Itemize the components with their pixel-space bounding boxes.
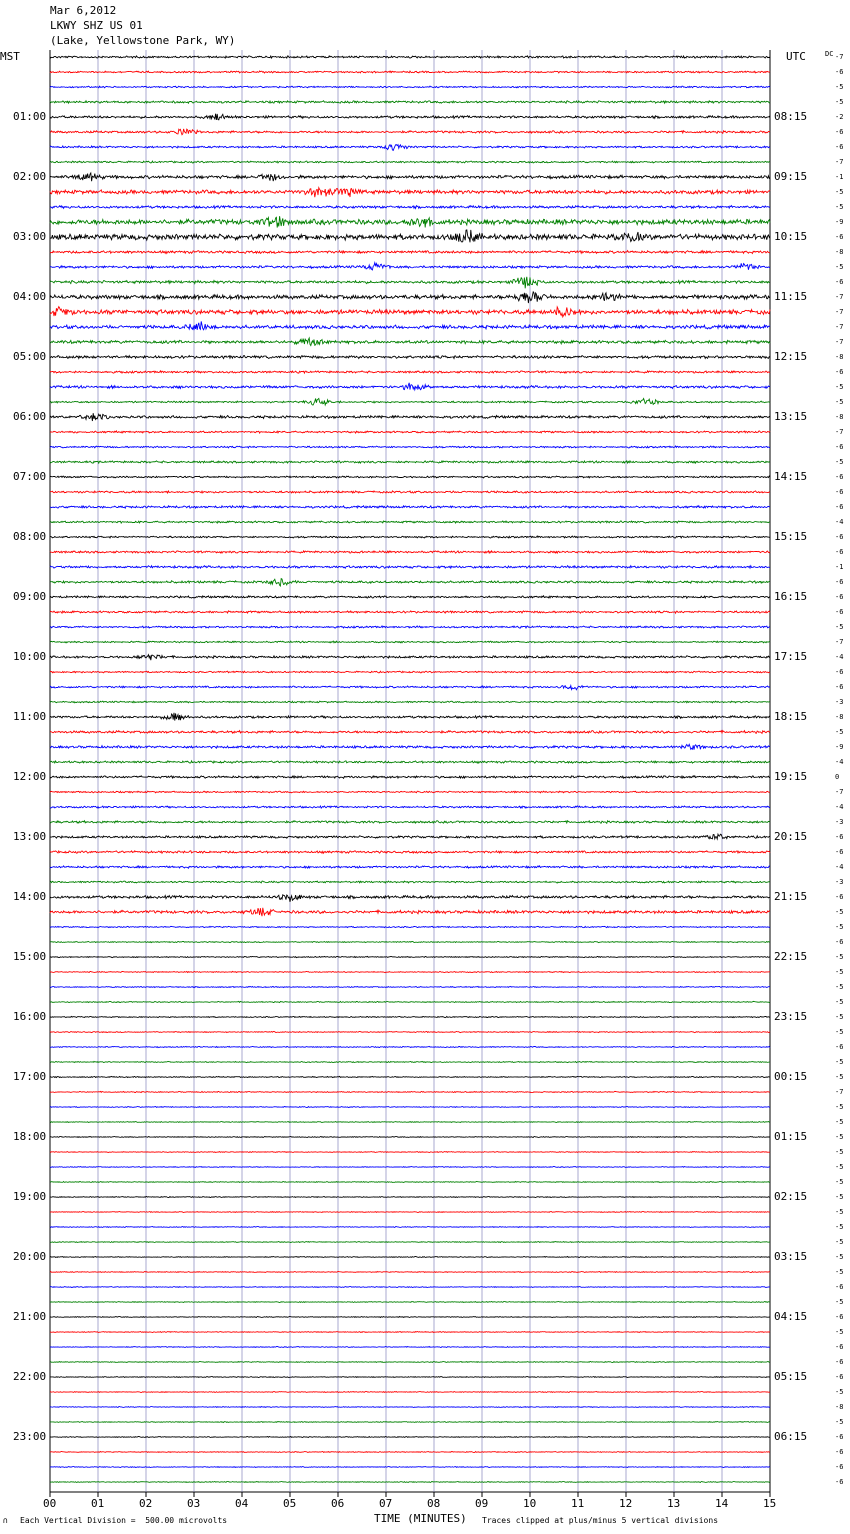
seismic-trace <box>50 506 770 509</box>
seismic-trace <box>50 713 770 721</box>
dc-offset-label: -6 <box>835 143 844 151</box>
dc-offset-label: -5 <box>835 1013 844 1021</box>
seismic-trace <box>50 1302 770 1303</box>
right-timezone-label: UTC <box>786 50 806 63</box>
dc-offset-label: -6 <box>835 1478 844 1486</box>
seismic-trace <box>50 866 770 868</box>
dc-offset-label: -6 <box>835 278 844 286</box>
right-hour-label: 01:15 <box>774 1130 808 1143</box>
dc-offset-label: -6 <box>835 848 844 856</box>
dc-offset-label: -8 <box>835 248 844 256</box>
dc-offset-label: -5 <box>835 1328 844 1336</box>
dc-offset-label: -4 <box>835 803 844 811</box>
seismic-trace <box>50 446 770 448</box>
seismic-trace <box>50 536 770 538</box>
seismic-trace <box>50 626 770 628</box>
seismic-trace <box>50 476 770 478</box>
right-hour-label: 19:15 <box>774 770 808 783</box>
left-hour-label: 13:00 <box>13 830 47 843</box>
seismic-trace <box>50 56 770 58</box>
header-station: LKWY SHZ US 01 <box>50 19 143 32</box>
seismic-trace <box>50 776 770 779</box>
dc-offset-label: -6 <box>835 503 844 511</box>
seismic-trace <box>50 926 770 927</box>
x-axis-label: TIME (MINUTES) <box>374 1512 467 1525</box>
seismic-trace <box>50 251 770 254</box>
dc-offset-label: -6 <box>835 608 844 616</box>
dc-offset-label: -6 <box>835 488 844 496</box>
seismic-trace <box>50 321 770 330</box>
seismic-trace <box>50 129 770 135</box>
dc-offset-label: -5 <box>835 983 844 991</box>
seismic-trace <box>50 1287 770 1288</box>
seismic-trace <box>50 1212 770 1213</box>
left-hour-label: 05:00 <box>13 350 47 363</box>
seismic-trace <box>50 1482 770 1483</box>
dc-offset-label: -7 <box>835 338 844 346</box>
x-tick-label: 07 <box>379 1497 393 1510</box>
dc-offset-label: -6 <box>835 1043 844 1051</box>
left-hour-label: 22:00 <box>13 1370 47 1383</box>
seismic-trace <box>50 744 770 749</box>
dc-offset-label: -6 <box>835 368 844 376</box>
seismic-trace <box>50 611 770 613</box>
right-hour-label: 08:15 <box>774 110 808 123</box>
seismic-trace <box>50 307 770 317</box>
dc-offset-label: -6 <box>835 128 844 136</box>
dc-offset-label: -6 <box>835 938 844 946</box>
seismic-trace <box>50 806 770 808</box>
left-hour-label: 11:00 <box>13 710 47 723</box>
seismic-trace <box>50 86 770 88</box>
seismic-trace <box>50 1392 770 1393</box>
left-timezone-label: MST <box>0 50 20 63</box>
seismic-trace <box>50 791 770 793</box>
right-hour-label: 21:15 <box>774 890 808 903</box>
seismic-trace <box>50 206 770 209</box>
dc-offset-label: -7 <box>835 308 844 316</box>
header-location: (Lake, Yellowstone Park, WY) <box>50 34 236 47</box>
left-hour-label: 12:00 <box>13 770 47 783</box>
dc-offset-label: -7 <box>835 53 844 61</box>
seismic-trace <box>50 971 770 972</box>
dc-offset-label: -7 <box>835 788 844 796</box>
right-hour-label: 04:15 <box>774 1310 808 1323</box>
seismic-trace <box>50 834 770 839</box>
dc-offset-label: -5 <box>835 1163 844 1171</box>
dc-offset-label: -5 <box>835 1058 844 1066</box>
right-hour-label: 15:15 <box>774 530 808 543</box>
dc-offset-label: -5 <box>835 1223 844 1231</box>
seismic-trace <box>50 399 770 405</box>
right-hour-label: 13:15 <box>774 410 808 423</box>
seismic-trace <box>50 371 770 373</box>
seismic-trace <box>50 1091 770 1092</box>
dc-offset-label: -7 <box>835 323 844 331</box>
dc-offset-label: -5 <box>835 1268 844 1276</box>
seismic-trace <box>50 851 770 853</box>
left-hour-label: 14:00 <box>13 890 47 903</box>
left-hour-label: 08:00 <box>13 530 47 543</box>
dc-offset-label: -1 <box>835 563 844 571</box>
right-hour-label: 05:15 <box>774 1370 808 1383</box>
dc-offset-label: -6 <box>835 893 844 901</box>
dc-offset-label: 0 <box>835 773 840 781</box>
dc-offset-label: -5 <box>835 458 844 466</box>
dc-offset-label: -3 <box>835 818 844 826</box>
seismic-trace <box>50 566 770 569</box>
seismic-trace <box>50 1152 770 1153</box>
left-hour-label: 21:00 <box>13 1310 47 1323</box>
x-tick-label: 04 <box>235 1497 249 1510</box>
right-hour-label: 22:15 <box>774 950 808 963</box>
seismic-trace <box>50 1242 770 1243</box>
seismic-trace <box>50 1437 770 1438</box>
dc-offset-label: -5 <box>835 398 844 406</box>
seismic-trace <box>50 1016 770 1017</box>
dc-offset-label: -6 <box>835 1313 844 1321</box>
dc-offset-label: -3 <box>835 878 844 886</box>
dc-offset-label: -4 <box>835 758 844 766</box>
seismic-trace <box>50 338 770 346</box>
x-tick-label: 09 <box>475 1497 489 1510</box>
dc-offset-label: -5 <box>835 953 844 961</box>
dc-offset-label: -6 <box>835 578 844 586</box>
left-hour-label: 18:00 <box>13 1130 47 1143</box>
dc-offset-label: -6 <box>835 668 844 676</box>
seismic-trace <box>50 986 770 987</box>
dc-offset-label: -6 <box>835 443 844 451</box>
seismic-trace <box>50 521 770 523</box>
dc-offset-label: -8 <box>835 713 844 721</box>
left-hour-label: 20:00 <box>13 1250 47 1263</box>
seismic-trace <box>50 761 770 763</box>
dc-offset-label: -8 <box>835 1403 844 1411</box>
x-tick-label: 06 <box>331 1497 345 1510</box>
dc-offset-label: -4 <box>835 518 844 526</box>
dc-offset-label: -6 <box>835 1358 844 1366</box>
seismic-trace <box>50 1122 770 1123</box>
right-hour-label: 03:15 <box>774 1250 808 1263</box>
seismic-trace <box>50 1347 770 1348</box>
seismic-trace <box>50 216 770 227</box>
seismic-trace <box>50 413 770 421</box>
x-tick-label: 14 <box>715 1497 729 1510</box>
seismic-trace <box>50 671 770 673</box>
left-hour-label: 03:00 <box>13 230 47 243</box>
seismic-trace <box>50 1001 770 1002</box>
dc-offset-label: -5 <box>835 728 844 736</box>
x-tick-label: 10 <box>523 1497 537 1510</box>
seismic-trace <box>50 1452 770 1453</box>
right-hour-label: 12:15 <box>774 350 808 363</box>
x-tick-label: 05 <box>283 1497 297 1510</box>
seismic-trace <box>50 1046 770 1047</box>
dc-offset-label: -8 <box>835 353 844 361</box>
seismic-trace <box>50 292 770 303</box>
seismic-trace <box>50 431 770 433</box>
dc-offset-label: -6 <box>835 593 844 601</box>
dc-offset-label: -5 <box>835 623 844 631</box>
dc-offset-label: -5 <box>835 1418 844 1426</box>
dc-label: DC <box>825 50 834 58</box>
seismic-trace <box>50 1272 770 1273</box>
dc-offset-label: -5 <box>835 83 844 91</box>
seismic-trace <box>50 881 770 883</box>
dc-offset-label: -5 <box>835 1073 844 1081</box>
left-hour-label: 19:00 <box>13 1190 47 1203</box>
dc-offset-label: -6 <box>835 833 844 841</box>
dc-offset-label: -5 <box>835 1238 844 1246</box>
seismic-trace <box>50 1107 770 1108</box>
seismic-trace <box>50 1076 770 1077</box>
seismic-trace <box>50 956 770 957</box>
left-hour-label: 01:00 <box>13 110 47 123</box>
left-hour-label: 23:00 <box>13 1430 47 1443</box>
dc-offset-label: -5 <box>835 1193 844 1201</box>
seismic-trace <box>50 942 770 943</box>
right-hour-label: 10:15 <box>774 230 808 243</box>
dc-offset-label: -9 <box>835 743 844 751</box>
dc-offset-label: -7 <box>835 428 844 436</box>
right-hour-label: 17:15 <box>774 650 808 663</box>
seismic-trace <box>50 161 770 163</box>
dc-offset-label: -6 <box>835 683 844 691</box>
dc-offset-label: -5 <box>835 1028 844 1036</box>
seismic-trace <box>50 1362 770 1363</box>
dc-offset-label: -6 <box>835 548 844 556</box>
left-hour-label: 06:00 <box>13 410 47 423</box>
seismic-trace <box>50 596 770 598</box>
dc-offset-label: -6 <box>835 473 844 481</box>
dc-offset-label: -6 <box>835 1373 844 1381</box>
footer-scale-note: Each Vertical Division = 500.00 microvolts <box>20 1516 228 1525</box>
seismic-trace <box>50 461 770 463</box>
right-hour-label: 14:15 <box>774 470 808 483</box>
seismic-trace <box>50 686 770 690</box>
seismic-trace <box>50 277 770 289</box>
seismic-trace <box>50 71 770 73</box>
seismic-trace <box>50 230 770 242</box>
dc-offset-label: -4 <box>835 863 844 871</box>
dc-offset-label: -1 <box>835 173 844 181</box>
left-hour-label: 09:00 <box>13 590 47 603</box>
seismic-trace <box>50 655 770 661</box>
seismic-trace <box>50 188 770 198</box>
right-hour-label: 02:15 <box>774 1190 808 1203</box>
right-hour-label: 18:15 <box>774 710 808 723</box>
dc-offset-label: -5 <box>835 908 844 916</box>
dc-offset-label: -5 <box>835 1118 844 1126</box>
right-hour-label: 16:15 <box>774 590 808 603</box>
dc-offset-label: -7 <box>835 293 844 301</box>
seismic-trace <box>50 263 770 270</box>
seismic-trace <box>50 1257 770 1258</box>
header-date: Mar 6,2012 <box>50 4 117 17</box>
dc-offset-label: -5 <box>835 383 844 391</box>
dc-offset-label: -6 <box>835 1448 844 1456</box>
seismic-trace <box>50 491 770 493</box>
dc-offset-label: -5 <box>835 998 844 1006</box>
left-hour-label: 07:00 <box>13 470 47 483</box>
right-hour-label: 06:15 <box>774 1430 808 1443</box>
dc-offset-label: -5 <box>835 1388 844 1396</box>
seismic-trace <box>50 356 770 359</box>
dc-offset-label: -5 <box>835 1148 844 1156</box>
seismic-trace <box>50 641 770 643</box>
seismic-trace <box>50 1227 770 1228</box>
dc-offset-label: -6 <box>835 68 844 76</box>
left-hour-label: 17:00 <box>13 1070 47 1083</box>
right-hour-label: 09:15 <box>774 170 808 183</box>
dc-offset-label: -5 <box>835 98 844 106</box>
right-hour-label: 20:15 <box>774 830 808 843</box>
seismic-trace <box>50 1061 770 1062</box>
seismic-trace <box>50 895 770 902</box>
right-hour-label: 23:15 <box>774 1010 808 1023</box>
dc-offset-label: -5 <box>835 1253 844 1261</box>
dc-offset-label: -5 <box>835 1133 844 1141</box>
seismic-trace <box>50 383 770 390</box>
dc-offset-label: -5 <box>835 203 844 211</box>
dc-offset-label: -6 <box>835 1433 844 1441</box>
left-hour-label: 15:00 <box>13 950 47 963</box>
footer-mark: ∩ <box>3 1516 8 1525</box>
seismic-trace <box>50 908 770 916</box>
seismic-trace <box>50 1197 770 1198</box>
right-hour-label: 11:15 <box>774 290 808 303</box>
dc-offset-label: -5 <box>835 263 844 271</box>
dc-offset-label: -6 <box>835 1343 844 1351</box>
seismic-trace <box>50 1467 770 1468</box>
x-tick-label: 15 <box>763 1497 777 1510</box>
dc-offset-label: -2 <box>835 113 844 121</box>
left-hour-label: 16:00 <box>13 1010 47 1023</box>
dc-offset-label: -9 <box>835 218 844 226</box>
dc-offset-label: -3 <box>835 698 844 706</box>
seismic-trace <box>50 1137 770 1138</box>
dc-offset-label: -5 <box>835 923 844 931</box>
seismic-trace <box>50 1377 770 1378</box>
dc-offset-label: -5 <box>835 1298 844 1306</box>
seismic-trace <box>50 145 770 151</box>
x-tick-label: 11 <box>571 1497 585 1510</box>
seismic-trace <box>50 1332 770 1333</box>
dc-offset-label: -5 <box>835 968 844 976</box>
dc-offset-label: -5 <box>835 1178 844 1186</box>
dc-offset-label: -5 <box>835 188 844 196</box>
seismic-trace <box>50 701 770 703</box>
x-tick-label: 13 <box>667 1497 681 1510</box>
x-tick-label: 02 <box>139 1497 153 1510</box>
seismic-trace <box>50 114 770 120</box>
x-tick-label: 03 <box>187 1497 201 1510</box>
seismic-trace <box>50 1032 770 1033</box>
seismic-trace <box>50 579 770 586</box>
right-hour-label: 00:15 <box>774 1070 808 1083</box>
seismic-trace <box>50 101 770 103</box>
left-hour-label: 04:00 <box>13 290 47 303</box>
dc-offset-label: -5 <box>835 1208 844 1216</box>
dc-offset-label: -5 <box>835 1103 844 1111</box>
x-tick-label: 01 <box>91 1497 105 1510</box>
x-tick-label: 12 <box>619 1497 633 1510</box>
seismic-trace <box>50 1407 770 1408</box>
seismic-trace <box>50 551 770 553</box>
left-hour-label: 02:00 <box>13 170 47 183</box>
seismic-trace <box>50 173 770 181</box>
dc-offset-label: -4 <box>835 653 844 661</box>
seismic-trace <box>50 821 770 824</box>
seismic-trace <box>50 1182 770 1183</box>
seismic-trace <box>50 1422 770 1423</box>
left-hour-label: 10:00 <box>13 650 47 663</box>
dc-offset-label: -6 <box>835 1463 844 1471</box>
x-tick-label: 00 <box>43 1497 57 1510</box>
seismic-trace <box>50 1167 770 1168</box>
seismic-trace <box>50 731 770 734</box>
seismic-trace <box>50 1317 770 1318</box>
dc-offset-label: -6 <box>835 233 844 241</box>
dc-offset-label: -8 <box>835 413 844 421</box>
dc-offset-label: -7 <box>835 158 844 166</box>
dc-offset-label: -7 <box>835 638 844 646</box>
dc-offset-label: -6 <box>835 1283 844 1291</box>
dc-offset-label: -7 <box>835 1088 844 1096</box>
footer-clip-note: Traces clipped at plus/minus 5 vertical divisions <box>482 1516 719 1525</box>
x-tick-label: 08 <box>427 1497 441 1510</box>
dc-offset-label: -6 <box>835 533 844 541</box>
